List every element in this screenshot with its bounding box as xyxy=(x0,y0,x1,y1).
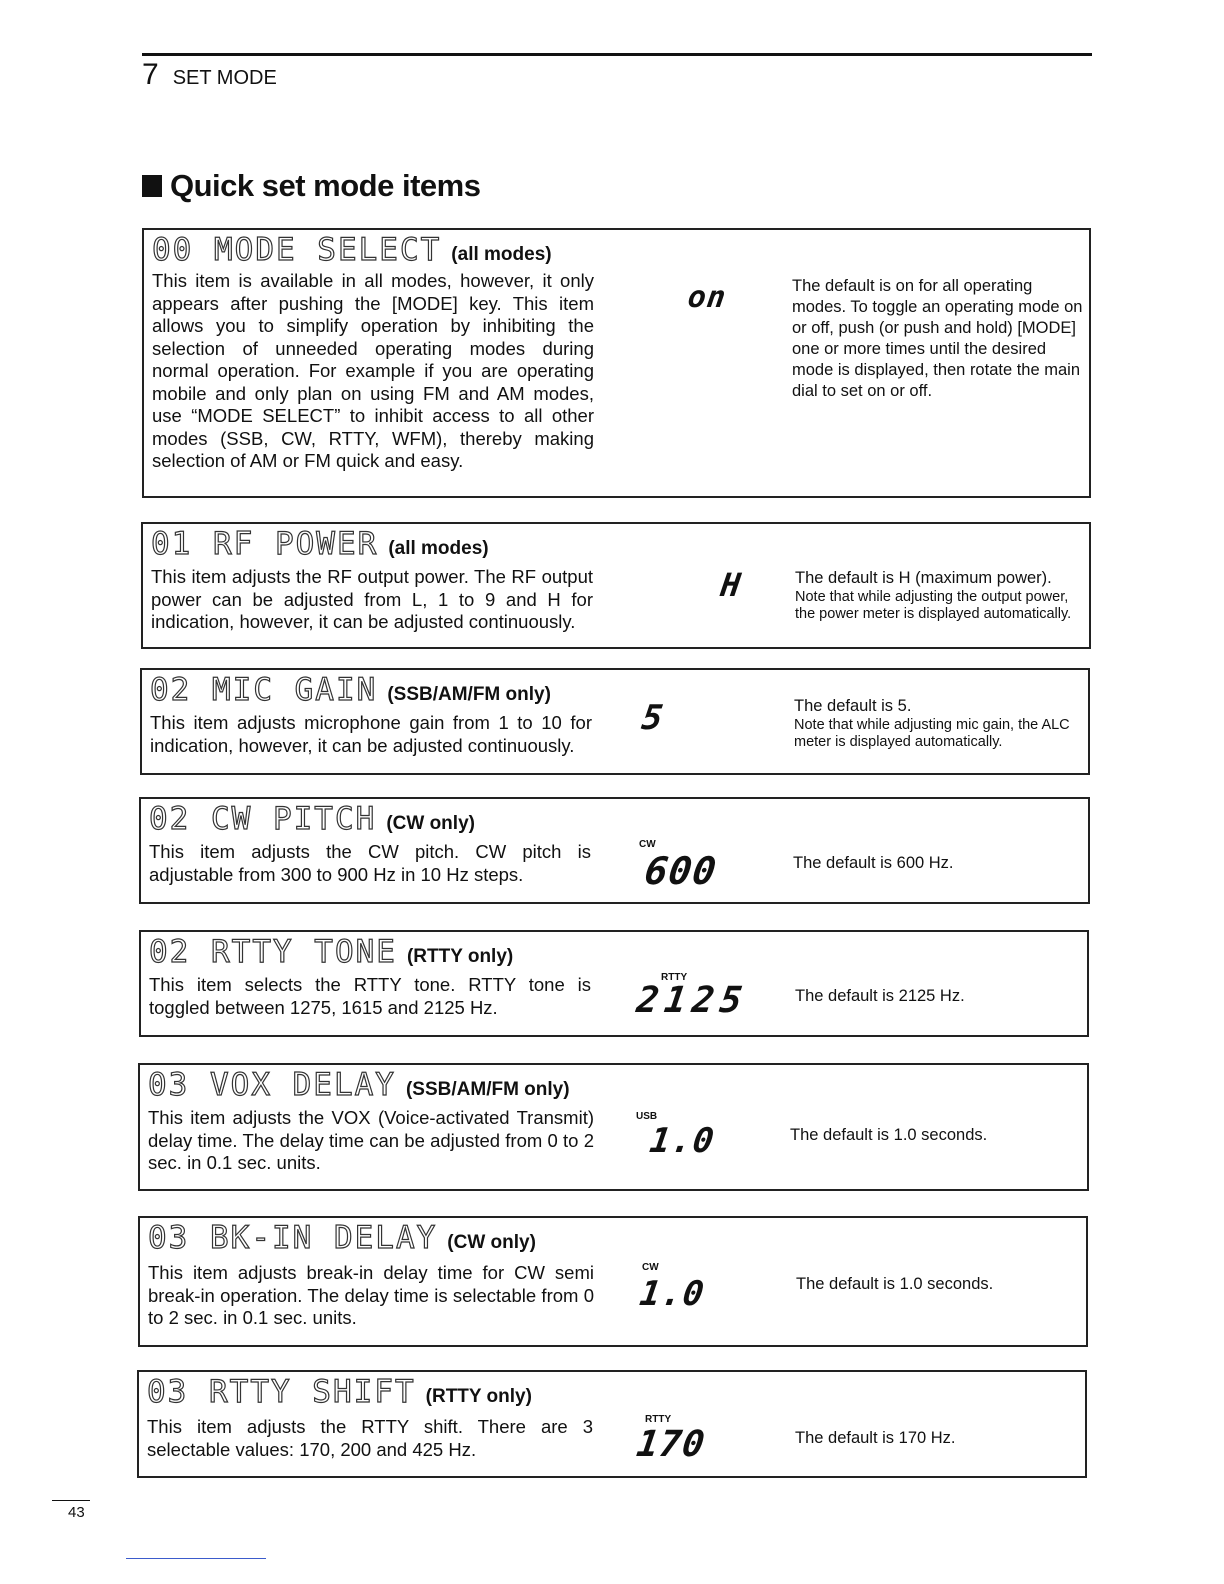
page-number-rule xyxy=(52,1500,90,1501)
bullet-square-icon xyxy=(142,175,162,197)
item-rf-power xyxy=(141,522,1091,649)
lcd-value: on xyxy=(685,280,729,315)
lcd-value: H xyxy=(718,566,744,604)
item-vox-delay xyxy=(138,1063,1089,1191)
mode-tag: (SSB/AM/FM only) xyxy=(405,1079,570,1100)
lcd-mode-label: RTTY xyxy=(645,1414,672,1425)
lcd-mode-label: CW xyxy=(639,839,656,850)
default-note-sub: Note that while adjusting mic gain, the ALC meter is displayed automatically. xyxy=(794,717,1070,750)
lcd-value: 170 xyxy=(634,1424,708,1465)
item-description: This item adjusts break-in delay time for CW semi break-in operation. The delay time is selectable from 0 to 2 sec. in 0.1 sec. units. xyxy=(148,1262,594,1328)
section-title-text: Quick set mode items xyxy=(170,168,481,203)
lcd-value: 1.0 xyxy=(637,1274,708,1314)
default-note xyxy=(796,1274,1086,1295)
default-note xyxy=(795,1428,1085,1449)
item-description: This item adjusts the VOX (Voice-activated Transmit) delay time. The delay time can be adjusted from 0 to 2 sec. in 0.1 sec. units. xyxy=(148,1107,594,1173)
default-note-text: The default is H (maximum power). xyxy=(795,569,1052,587)
mode-tag: (all modes) xyxy=(451,244,552,265)
item-description: This item adjusts the RF output power. The RF output power can be adjusted from L, 1 to 9 and H for indication, however, it can be adjusted continuously. xyxy=(151,566,593,632)
default-note-text: The default is 2125 Hz. xyxy=(795,987,965,1005)
default-note xyxy=(795,986,1085,1007)
item-header xyxy=(147,1374,532,1410)
default-note xyxy=(794,696,1084,751)
section-title xyxy=(142,168,480,204)
default-note-text: The default is 170 Hz. xyxy=(795,1429,956,1447)
lcd-title: 03 RTTY SHIFT xyxy=(147,1374,416,1410)
lcd-mode-label: CW xyxy=(642,1262,659,1273)
default-note-text: The default is 5. xyxy=(794,697,912,715)
default-note xyxy=(790,1125,1080,1146)
default-note xyxy=(795,568,1085,623)
lcd-title: 02 CW PITCH xyxy=(149,801,377,837)
mode-tag: (all modes) xyxy=(388,538,489,559)
page-number: 43 xyxy=(68,1504,85,1521)
chapter-header xyxy=(142,58,277,92)
item-description: This item is available in all modes, however, it only appears after pushing the [MODE] key. This item allows you to simplify operation by inhibiting the selection of unneeded operating modes during normal operation. For example if you are operating mobile and only plan on using FM and AM modes, use “MODE SELECT” to inhibit access to all other modes (SSB, CW, RTTY, WFM), thereby making selection of AM or FM quick and easy. xyxy=(152,270,594,471)
default-note-sub: Note that while adjusting the output power, the power meter is displayed automatically. xyxy=(795,589,1072,622)
default-note-text: The default is 1.0 seconds. xyxy=(796,1275,994,1293)
lcd-title: 03 BK-IN DELAY xyxy=(148,1220,438,1256)
item-header xyxy=(148,1220,536,1256)
item-mode-select xyxy=(142,228,1091,498)
item-header xyxy=(149,934,513,970)
lcd-title: 02 MIC GAIN xyxy=(150,672,378,708)
mode-tag: (RTTY only) xyxy=(425,1386,532,1407)
item-description: This item selects the RTTY tone. RTTY tone is toggled between 1275, 1615 and 2125 Hz. xyxy=(149,974,591,1018)
item-rtty-tone xyxy=(139,930,1089,1037)
default-note-text: The default is 600 Hz. xyxy=(793,854,954,872)
chapter-number: 7 xyxy=(142,58,159,91)
item-description: This item adjusts the CW pitch. CW pitch is adjustable from 300 to 900 Hz in 10 Hz steps. xyxy=(149,841,591,885)
lcd-title: 02 RTTY TONE xyxy=(149,934,397,970)
mode-tag: (CW only) xyxy=(447,1232,536,1253)
item-mic-gain xyxy=(140,668,1090,775)
mode-tag: (SSB/AM/FM only) xyxy=(387,684,551,705)
item-header xyxy=(148,1067,570,1103)
lcd-value: 1.0 xyxy=(647,1121,718,1161)
item-header xyxy=(151,526,489,562)
lcd-mode-label: USB xyxy=(636,1111,658,1122)
item-cw-pitch xyxy=(139,797,1090,904)
default-note-text: The default is 1.0 seconds. xyxy=(790,1126,988,1144)
item-rtty-shift xyxy=(137,1370,1087,1478)
item-bk-in-delay xyxy=(138,1216,1088,1347)
item-description: This item adjusts microphone gain from 1 to 10 for indication, however, it can be adjusted continuously. xyxy=(150,712,592,756)
lcd-value: 2125 xyxy=(634,980,751,1021)
lcd-mode-label: RTTY xyxy=(661,972,688,983)
item-header xyxy=(150,672,551,708)
item-header xyxy=(152,232,552,268)
default-note xyxy=(792,276,1087,402)
lcd-value: 600 xyxy=(641,849,720,893)
lcd-title: 00 MODE SELECT xyxy=(152,232,442,268)
default-note-text: The default is on for all operating modes. To toggle an operating mode on or off, push (or push and hold) [MODE] one or more times until the desired mode is displayed, then rotate the main dial to set on or off. xyxy=(792,277,1083,400)
footer-rule xyxy=(126,1558,266,1559)
item-description: This item adjusts the RTTY shift. There are 3 selectable values: 170, 200 and 425 Hz. xyxy=(147,1416,593,1460)
default-note xyxy=(793,853,1083,874)
mode-tag: (CW only) xyxy=(386,813,475,834)
lcd-title: 01 RF POWER xyxy=(151,526,379,562)
mode-tag: (RTTY only) xyxy=(406,946,514,967)
top-rule xyxy=(142,53,1092,56)
chapter-title: SET MODE xyxy=(172,67,277,89)
lcd-value: 5 xyxy=(639,698,667,738)
item-header xyxy=(149,801,475,837)
lcd-title: 03 VOX DELAY xyxy=(148,1067,396,1103)
